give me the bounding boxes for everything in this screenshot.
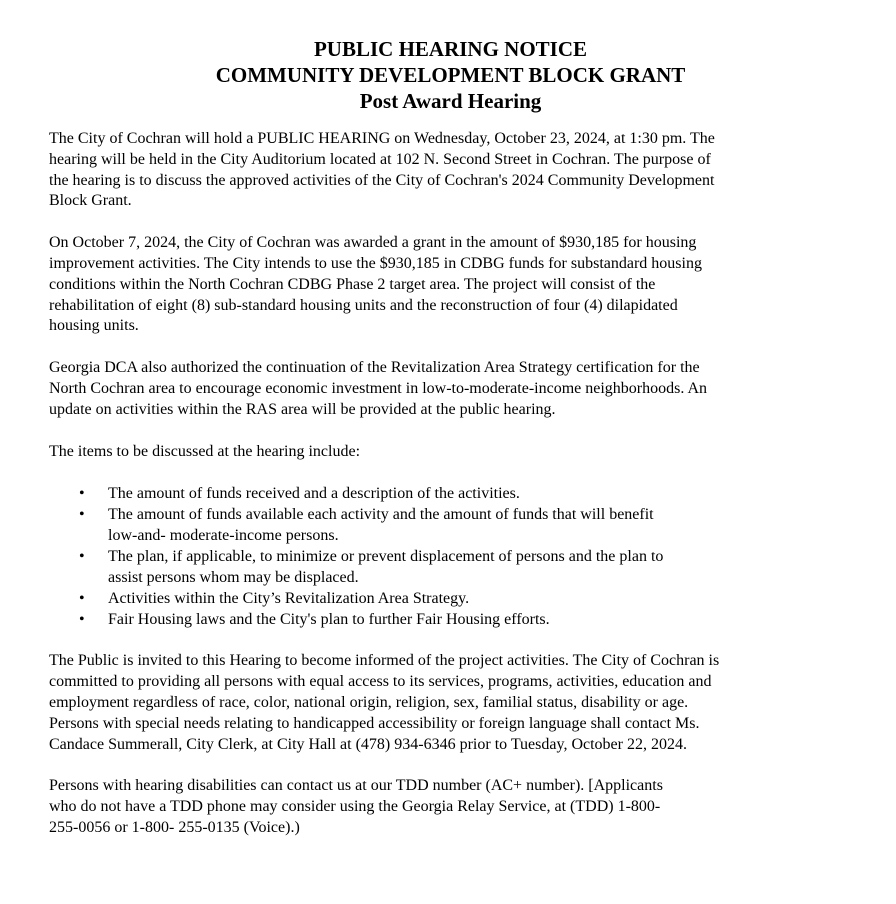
text-line: committed to providing all persons with equal access to its services, programs, activities, education and [49, 673, 712, 691]
paragraph-items-intro [49, 442, 852, 463]
list-item [49, 609, 852, 630]
list-item-text: The amount of funds received and a description of the activities. [108, 485, 520, 503]
text-line: 255-0056 or 1-800- 255-0135 (Voice).) [49, 818, 300, 836]
text-line: update on activities within the RAS area will be provided at the public hearing. [49, 400, 556, 418]
paragraph-public-invitation [49, 651, 852, 755]
text-line: improvement activities. The City intends to use the $930,185 in CDBG funds for substandard housing [49, 254, 702, 272]
text-line: Georgia DCA also authorized the continuation of the Revitalization Area Strategy certification for the [49, 359, 700, 377]
list-item [49, 546, 852, 588]
text-line: The City of Cochran will hold a PUBLIC HEARING on Wednesday, October 23, 2024, at 1:30 pm. The [49, 130, 715, 147]
list-item [49, 588, 852, 609]
text-line: On October 7, 2024, the City of Cochran was awarded a grant in the amount of $930,185 for housing [49, 234, 697, 252]
text-line: hearing will be held in the City Auditorium located at 102 N. Second Street in Cochran. The purpose of [49, 150, 711, 168]
bullet-icon: • [79, 485, 85, 503]
bullet-icon: • [79, 611, 85, 629]
text-line: The Public is invited to this Hearing to become informed of the project activities. The City of Cochran is [49, 652, 720, 670]
bullet-icon: • [79, 506, 85, 524]
text-line: rehabilitation of eight (8) sub-standard housing units and the reconstruction of four (4) dilapidated [49, 296, 678, 314]
text-line: who do not have a TDD phone may consider using the Georgia Relay Service, at (TDD) 1-800- [49, 798, 661, 816]
title-line-3: Post Award Hearing [359, 89, 542, 113]
page-title [49, 36, 852, 114]
title-line-2: COMMUNITY DEVELOPMENT BLOCK GRANT [215, 63, 686, 87]
paragraph-hearing-announcement [49, 129, 852, 212]
bullet-icon: • [79, 590, 85, 608]
discussion-items-list [49, 483, 852, 630]
paragraph-ras-certification [49, 358, 852, 420]
text-line: housing units. [49, 317, 139, 335]
text-line: employment regardless of race, color, national origin, religion, sex, familial status, disability or age. [49, 693, 689, 711]
list-item-text: assist persons whom may be displaced. [108, 569, 359, 587]
bullet-icon: • [79, 548, 85, 566]
text-line: North Cochran area to encourage economic investment in low-to-moderate-income neighborhoods. An [49, 379, 708, 397]
text-line: the hearing is to discuss the approved activities of the City of Cochran's 2024 Community Development [49, 171, 715, 189]
text-line: Block Grant. [49, 192, 132, 210]
list-item-text: Activities within the City’s Revitalization Area Strategy. [108, 590, 470, 608]
paragraph-tdd-info [49, 776, 852, 838]
list-item-text: low-and- moderate-income persons. [108, 527, 339, 545]
text-line: conditions within the North Cochran CDBG Phase 2 target area. The project will consist of the [49, 275, 656, 293]
text-line: The items to be discussed at the hearing include: [49, 442, 361, 460]
list-item-text: Fair Housing laws and the City's plan to further Fair Housing efforts. [108, 611, 550, 629]
list-item [49, 483, 852, 504]
text-line: Persons with special needs relating to handicapped accessibility or foreign language shall contact Ms. [49, 714, 700, 732]
title-line-1: PUBLIC HEARING NOTICE [313, 37, 588, 61]
text-line: Candace Summerall, City Clerk, at City Hall at (478) 934-6346 prior to Tuesday, October 22, 2024. [49, 735, 687, 753]
text-line: Persons with hearing disabilities can contact us at our TDD number (AC+ number). [Applicants [49, 777, 663, 795]
list-item-text: The amount of funds available each activity and the amount of funds that will benefit [108, 506, 654, 524]
list-item [49, 504, 852, 546]
paragraph-grant-award [49, 233, 852, 337]
list-item-text: The plan, if applicable, to minimize or prevent displacement of persons and the plan to [108, 548, 664, 566]
